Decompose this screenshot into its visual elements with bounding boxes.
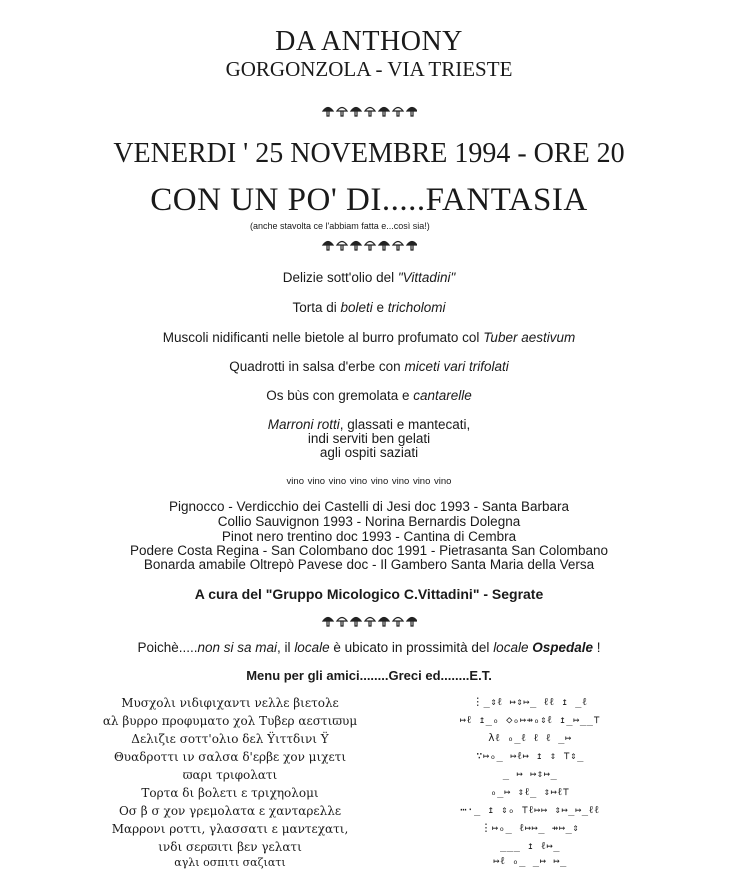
dish-2-italic: boleti bbox=[340, 300, 373, 315]
mushroom-icon bbox=[0, 104, 738, 123]
notice-italic-3: locale bbox=[493, 640, 529, 655]
wine-2: Collio Sauvignon 1993 - Norina Bernardis Dolegna bbox=[217, 514, 521, 529]
dish-4-text: Quadrotti in salsa d'erbe con bbox=[229, 359, 405, 374]
greek-line-2: αλ βυρρο προφυματο χολ Τυβερ αεστιϖυμ bbox=[102, 714, 358, 728]
restaurant-location: GORGONZOLA - VIA TRIESTE bbox=[225, 57, 513, 81]
dessert-line-1 bbox=[0, 417, 738, 432]
greek-line-8: Μαρρονι ροττι, γλασσατι ε μαντεχατι, bbox=[111, 822, 349, 836]
event-theme: CON UN PO' DI.....FANTASIA bbox=[150, 182, 588, 218]
greek-line-10: αγλι οσπιτι σαζιατι bbox=[174, 856, 286, 869]
notice-part-2: , il bbox=[277, 640, 295, 655]
mushroom-icon bbox=[0, 238, 738, 257]
mushroom-ornament-row bbox=[321, 104, 417, 118]
dessert-line-1-rest: , glassati e mantecati, bbox=[339, 417, 471, 432]
greek-line-3: Δελιζιε σοττ'ολιο δελ Ϋιττδινι Ϋ bbox=[131, 732, 329, 746]
alien-line-4: ∵↦ₒ_ ↦ℓ↦ ↥ ⇕ ⊤⇕_ bbox=[476, 750, 584, 762]
dish-1 bbox=[0, 270, 738, 285]
greek-line-7: Οσ β σ χον γρεμολατα ε χανταρελλε bbox=[118, 804, 342, 818]
dish-5 bbox=[0, 388, 738, 403]
dish-4-italic: miceti vari trifolati bbox=[404, 359, 509, 374]
dish-2-middle: e bbox=[372, 300, 388, 315]
dish-3-text: Muscoli nidificanti nelle bietole al burro profumato col bbox=[162, 330, 484, 345]
dish-4 bbox=[0, 359, 738, 374]
alien-line-9: ___ ↥ ℓ↦_ bbox=[499, 840, 561, 852]
event-date: VENERDI ' 25 NOVEMBRE 1994 - ORE 20 bbox=[113, 138, 625, 169]
wine-5: Bonarda amabile Oltrepò Pavese doc - Il Gambero Santa Maria della Versa bbox=[143, 557, 595, 572]
notice-part-1: Poichè..... bbox=[137, 640, 198, 655]
dessert-line-3: agli ospiti saziati bbox=[319, 445, 419, 460]
dish-2-text: Torta di bbox=[292, 300, 341, 315]
greek-line-6: Τορτα δι βολετι ε τριχηολομι bbox=[141, 786, 319, 800]
alien-line-1: ⋮_⇕ℓ ↦⇕↦_ ℓℓ ↥ _ℓ bbox=[472, 696, 588, 708]
dish-1-text: Delizie sott'olio del bbox=[282, 270, 398, 285]
alien-line-10: ↦ℓ ₒ_ _↦ ↦_ bbox=[493, 855, 567, 867]
alien-line-5: _ ↦ ↦⇕↦_ bbox=[502, 768, 558, 780]
vino-divider: vino vino vino vino vino vino vino vino bbox=[286, 476, 452, 487]
hospital-notice bbox=[0, 640, 738, 655]
alien-line-2: ↦ℓ ↥_ₒ ◇ₒ↦⇸ₒ⇕ℓ ↥_↦__⊤ bbox=[459, 714, 601, 726]
alien-line-7: ⋯⋅_ ↥ ⇕ₒ ⊤ℓ↦↦ ⇕↦_↦_ℓℓ bbox=[460, 804, 600, 816]
restaurant-name: DA ANTHONY bbox=[275, 26, 463, 57]
dish-2-italic-2: tricholomi bbox=[387, 300, 446, 315]
greek-line-9: ινδι σερϖιτι βεν γελατι bbox=[158, 840, 302, 854]
wine-4: Podere Costa Regina - San Colombano doc 1991 - Pietrasanta San Colombano bbox=[129, 543, 609, 558]
mushroom-ornament-row bbox=[321, 614, 417, 628]
dish-1-italic: "Vittadini" bbox=[397, 270, 456, 285]
theme-subnote: (anche stavolta ce l'abbiam fatta e...così sia!) bbox=[250, 221, 430, 231]
mushroom-ornament-row bbox=[321, 238, 417, 252]
greek-line-1: Μυσχολι νιδιφιχαντι νελλε βιετολε bbox=[121, 696, 339, 710]
alien-line-3: λℓ ₒ_ℓ ℓ ℓ _↦ bbox=[488, 732, 572, 744]
wine-3: Pinot nero trentino doc 1993 - Cantina di Cembra bbox=[221, 529, 517, 544]
dish-5-text: Os bùs con gremolata e bbox=[266, 388, 414, 403]
dessert-line-2: indi serviti ben gelati bbox=[307, 431, 431, 446]
dish-2 bbox=[0, 300, 738, 315]
dessert-italic: Marroni rotti bbox=[267, 417, 340, 432]
dish-3 bbox=[0, 330, 738, 345]
friends-menu-heading: Menu per gli amici........Greci ed........E.T. bbox=[246, 668, 492, 683]
mushroom-icon bbox=[0, 614, 738, 633]
notice-bold: Ospedale bbox=[532, 640, 594, 655]
greek-line-5: ϖαρι τριφολατι bbox=[182, 768, 278, 782]
notice-italic-2: locale bbox=[294, 640, 330, 655]
alien-line-6: ₒ_↦ ⇕ℓ_ ⇕↦ℓ⊤ bbox=[490, 786, 570, 798]
notice-part-4: ! bbox=[593, 640, 601, 655]
wine-1: Pignocco - Verdicchio dei Castelli di Jesi doc 1993 - Santa Barbara bbox=[169, 499, 569, 514]
greek-line-4: Θυαδροττι ιν σαλσα δ'ερβε χον μιχετι bbox=[113, 750, 347, 764]
alien-line-8: ⋮↦ₒ_ ℓ↦↦_ ⇸↦_⇕ bbox=[480, 822, 580, 834]
dish-3-italic: Tuber aestivum bbox=[483, 330, 576, 345]
curator-credit: A cura del "Gruppo Micologico C.Vittadini" - Segrate bbox=[194, 586, 544, 602]
notice-part-3: è ubicato in prossimità del bbox=[329, 640, 494, 655]
notice-italic-1: non si sa mai bbox=[197, 640, 278, 655]
dish-5-italic: cantarelle bbox=[413, 388, 472, 403]
